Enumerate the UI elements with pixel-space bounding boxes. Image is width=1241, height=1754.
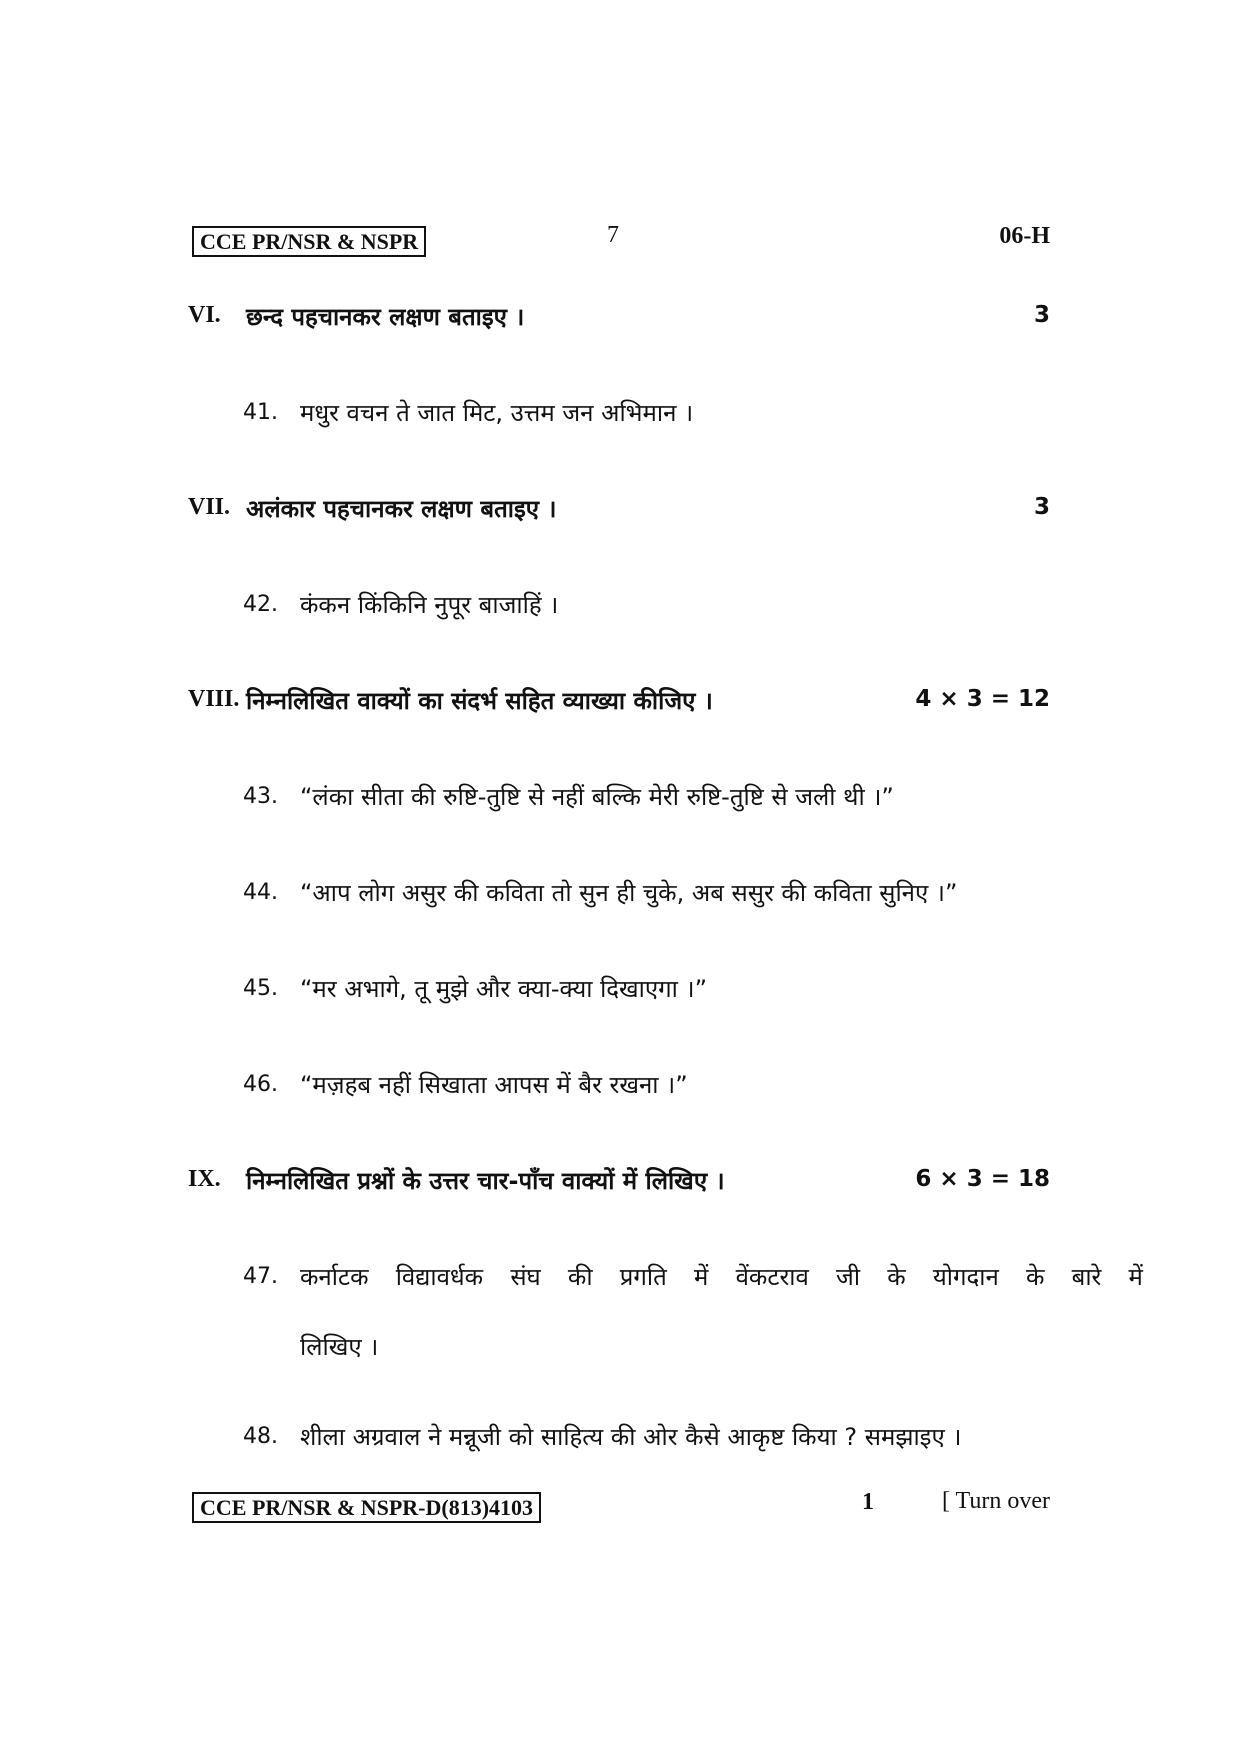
word: के [887, 1263, 906, 1291]
word: बारे [1071, 1263, 1102, 1291]
paper-code: 06-H [999, 223, 1050, 249]
word: विद्यावर्धक [395, 1263, 484, 1291]
section-number: VI. [188, 302, 221, 328]
question-text: शीला अग्रवाल ने मन्नूजी को साहित्य की ओर कैसे आकृष्ट किया ? समझाइए । [300, 1423, 962, 1451]
section-title: छन्द पहचानकर लक्षण बताइए । [246, 303, 525, 331]
question-text-justified [300, 1260, 1143, 1293]
word: की [567, 1263, 593, 1291]
section-title: निम्नलिखित वाक्यों का संदर्भ सहित व्याख्या कीजिए । [246, 687, 713, 715]
word: के [1025, 1263, 1045, 1291]
header-page-number: 7 [607, 222, 619, 248]
question-text: “मर अभागे, तू मुझे और क्या-क्या दिखाएगा ।” [300, 975, 708, 1003]
question-number: 42. [243, 592, 278, 617]
word: में [694, 1263, 709, 1291]
section-title: निम्नलिखित प्रश्नों के उत्तर चार-पाँच वाक्यों में लिखिए । [246, 1167, 725, 1195]
question-number: 41. [243, 400, 278, 425]
question-text-continuation: लिखिए । [300, 1333, 379, 1361]
question-text: “मज़हब नहीं सिखाता आपस में बैर रखना ।” [300, 1071, 688, 1099]
section-number: VII. [188, 494, 231, 520]
section-marks: 3 [1033, 302, 1050, 328]
question-text: “लंका सीता की रुष्टि-तुष्टि से नहीं बल्कि मेरी रुष्टि-तुष्टि से जली थी ।” [300, 783, 894, 811]
word: वेंकटराव [735, 1263, 809, 1291]
word: योगदान [932, 1263, 999, 1291]
footer-page-number: 1 [862, 1489, 874, 1515]
header-code: CCE PR/NSR & NSPR [192, 226, 426, 257]
section-marks: 4 × 3 = 12 [915, 686, 1050, 712]
section-marks: 6 × 3 = 18 [915, 1166, 1050, 1192]
turn-over-label: [ Turn over [941, 1488, 1050, 1514]
question-text: “आप लोग असुर की कविता तो सुन ही चुके, अब ससुर की कविता सुनिए ।” [300, 879, 958, 907]
question-number: 46. [243, 1072, 278, 1097]
question-number: 45. [243, 976, 278, 1001]
section-number: IX. [188, 1166, 221, 1192]
section-title: अलंकार पहचानकर लक्षण बताइए । [246, 495, 557, 523]
question-number: 44. [243, 880, 278, 905]
word: संघ [510, 1263, 541, 1291]
question-number: 47. [243, 1264, 278, 1289]
question-number: 48. [243, 1424, 278, 1449]
footer-code: CCE PR/NSR & NSPR-D(813)4103 [192, 1492, 541, 1523]
word: कर्नाटक [300, 1263, 369, 1291]
word: में [1128, 1263, 1143, 1291]
question-text: कंकन किंकिनि नुपूर बाजाहिं । [300, 591, 559, 619]
question-text: मधुर वचन ते जात मिट, उत्तम जन अभिमान । [300, 399, 694, 427]
word: प्रगति [619, 1263, 667, 1291]
word: जी [836, 1263, 861, 1291]
question-number: 43. [243, 784, 278, 809]
section-number: VIII. [188, 686, 240, 712]
section-marks: 3 [1033, 494, 1050, 520]
